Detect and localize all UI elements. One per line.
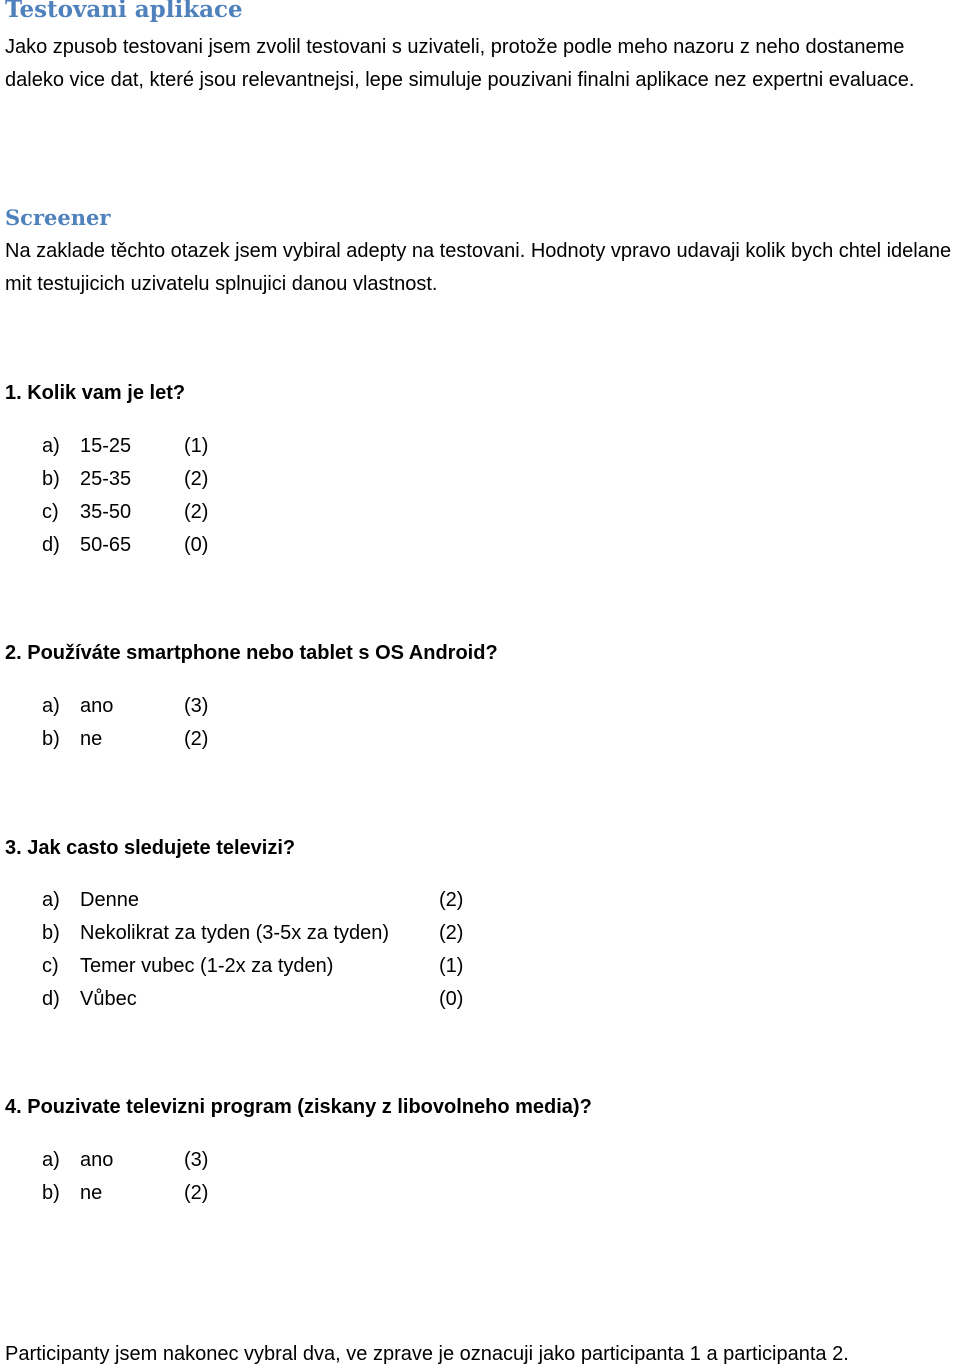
- option-letter: d): [42, 534, 60, 556]
- option-label: ne: [80, 1182, 103, 1204]
- option-letter: a): [42, 1149, 60, 1171]
- option-letter: c): [42, 501, 59, 523]
- question-3: 3. Jak casto sledujete televizi?: [5, 837, 296, 859]
- footer-paragraph: Participanty jsem nakonec vybral dva, ve zprave je oznacuji jako participanta 1 a participanta 2.: [5, 1343, 849, 1365]
- option-score: (2): [439, 922, 464, 944]
- option-label: 25-35: [80, 468, 132, 490]
- question-2: 2. Používáte smartphone nebo tablet s OS Android?: [5, 642, 498, 664]
- option-score: (2): [439, 889, 464, 911]
- option-label: 35-50: [80, 501, 132, 523]
- question-4: 4. Pouzivate televizni program (ziskany z libovolneho media)?: [5, 1096, 592, 1118]
- page-title: Testovani aplikace: [5, 0, 243, 23]
- option-score: (2): [184, 468, 209, 490]
- option-label: Vůbec: [80, 988, 137, 1010]
- option-letter: a): [42, 435, 60, 457]
- option-label: 50-65: [80, 534, 132, 556]
- option-score: (2): [184, 1182, 209, 1204]
- option-label: ano: [80, 695, 114, 717]
- section-heading-screener: Screener: [5, 205, 111, 230]
- option-letter: b): [42, 728, 60, 750]
- option-letter: a): [42, 695, 60, 717]
- option-label: Nekolikrat za tyden (3-5x za tyden): [80, 922, 390, 944]
- option-score: (0): [439, 988, 464, 1010]
- option-score: (3): [184, 1149, 209, 1171]
- screener-paragraph: Na zaklade těchto otazek jsem vybiral adepty na testovani. Hodnoty vpravo udavaji kolik bych chtel idelane mit testujicich uzivatelu splnujici danou vlastnost.: [5, 240, 952, 295]
- option-letter: d): [42, 988, 60, 1010]
- intro-paragraph: Jako zpusob testovani jsem zvolil testovani s uzivateli, protože podle meho nazoru z neho dostaneme daleko vice dat, které jsou relevantnejsi, lepe simuluje pouzivani finalni aplikace nez expertni evaluace.: [5, 36, 915, 91]
- option-letter: a): [42, 889, 60, 911]
- option-letter: b): [42, 1182, 60, 1204]
- option-score: (1): [184, 435, 209, 457]
- question-1: 1. Kolik vam je let?: [5, 382, 186, 404]
- option-label: 15-25: [80, 435, 132, 457]
- option-score: (1): [439, 955, 464, 977]
- option-letter: c): [42, 955, 59, 977]
- option-label: ano: [80, 1149, 114, 1171]
- option-letter: b): [42, 922, 60, 944]
- option-label: Temer vubec (1-2x za tyden): [80, 955, 334, 977]
- option-letter: b): [42, 468, 60, 490]
- option-score: (2): [184, 501, 209, 523]
- option-score: (3): [184, 695, 209, 717]
- option-score: (0): [184, 534, 209, 556]
- option-label: ne: [80, 728, 103, 750]
- option-score: (2): [184, 728, 209, 750]
- option-label: Denne: [80, 889, 139, 911]
